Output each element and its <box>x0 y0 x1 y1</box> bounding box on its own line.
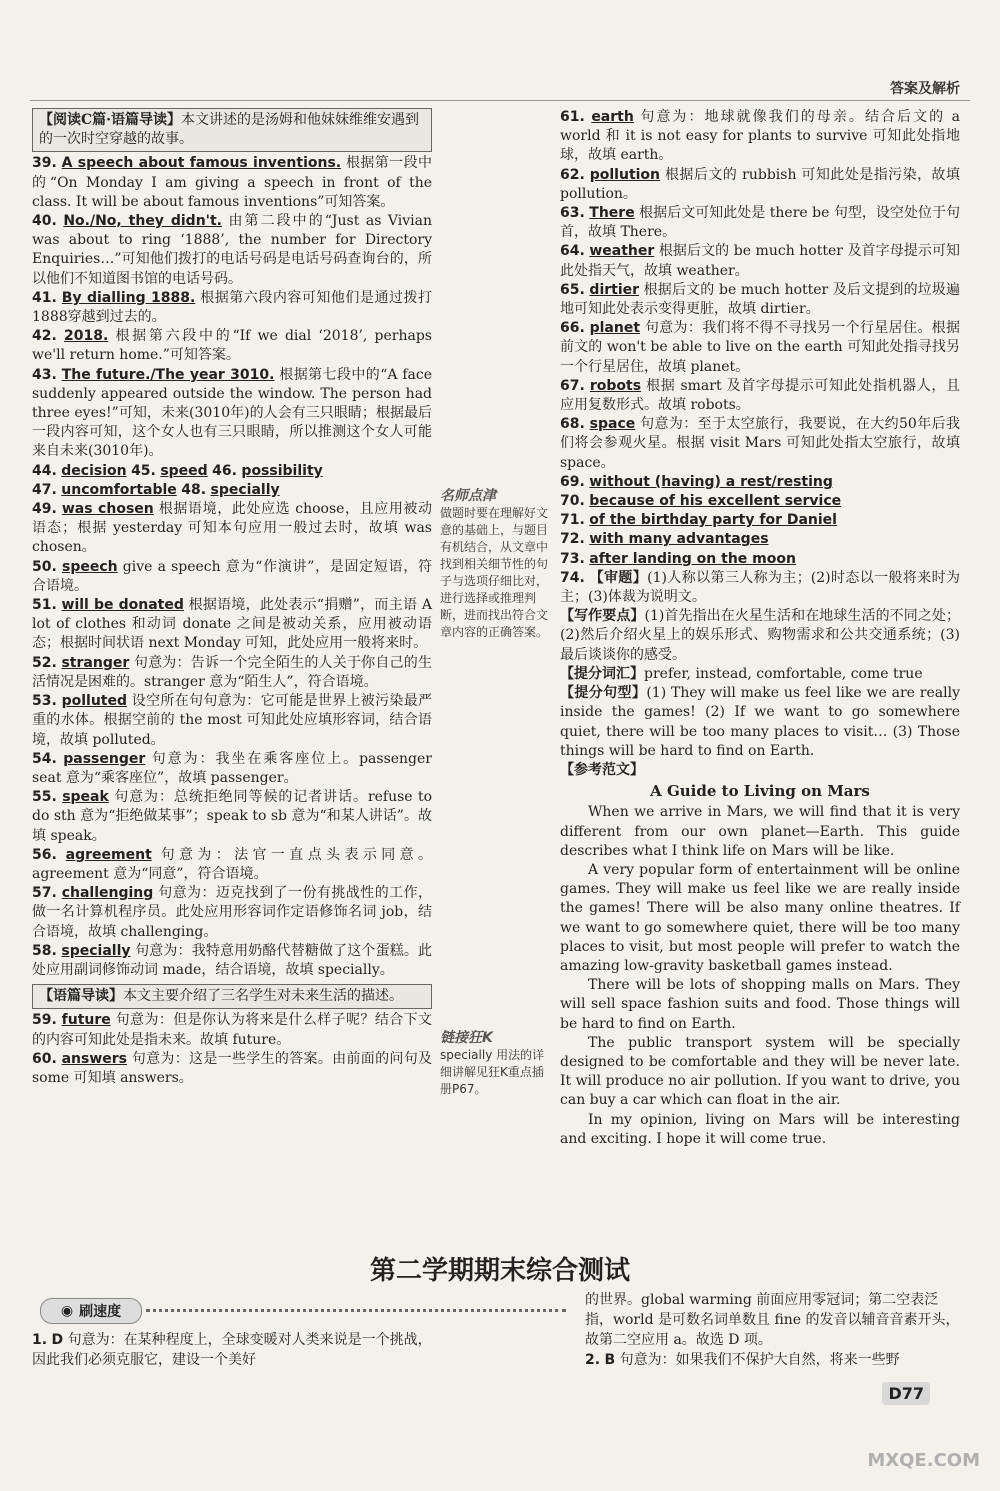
section-text: (1) They will make us feel like we are really inside the games! (2) If we want to go somewhere quiet, there will be too many places to visit… (3) Those things will be hard to find on Earth. <box>560 685 960 759</box>
item-answer: planet <box>589 320 641 337</box>
item-answer: uncomfortable <box>61 481 177 498</box>
section-tag: 【审题】 <box>589 569 648 586</box>
item-number: 57. <box>32 885 57 902</box>
note-title: 链接狂K <box>440 1030 493 1046</box>
item-number: 54. <box>32 750 57 767</box>
item-text: 句意为：总统拒绝同等候的记者讲话。refuse to do sth 意为“拒绝做某事”；speak to sb 意为“和某人讲话”。故填 speak。 <box>32 789 433 844</box>
item-answer: By dialling 1888. <box>61 289 196 306</box>
item-text: 由第二段中的“Just as Vivian was about to ring ‘1888’, the number for Directory Enquiries…”可知他们拨打的电话号码是电话号码查询台的，所以他们不知道图书馆的电话号码。 <box>32 213 432 287</box>
answer-item <box>32 846 432 884</box>
answer-item <box>560 281 960 319</box>
item-answer: will be donated <box>61 597 184 614</box>
item-number: 64. <box>560 243 585 260</box>
item-answer: future <box>61 1012 111 1029</box>
header-label: 答案及解析 <box>890 81 960 97</box>
item-text: 根据后文的 rubbish 可知此处是指污染，故填 pollution。 <box>560 166 961 202</box>
answer-item <box>32 154 432 212</box>
answer-item <box>560 415 960 473</box>
item-answer: passenger <box>63 750 146 767</box>
answer-item <box>560 204 960 242</box>
item-answer: pollution <box>589 166 661 183</box>
item-answer: without (having) a rest/resting <box>589 473 833 490</box>
item-number: 49. <box>32 501 57 518</box>
speed-badge <box>40 1298 142 1324</box>
item-number: 71. <box>560 512 585 529</box>
item-number: 59. <box>32 1012 57 1029</box>
answer-item <box>560 492 960 511</box>
item-text: 句意为：告诉一个完全陌生的人关于你自己的生活情况是困难的。stranger 意为“陌生人”，符合语境。 <box>32 654 432 690</box>
item-answer: speed <box>160 462 208 479</box>
item-number: 73. <box>560 550 585 567</box>
q74-block <box>560 569 960 607</box>
section-text: prefer, instead, comfortable, come true <box>644 665 923 682</box>
answer-item <box>32 788 432 846</box>
item-text: 根据后文的 be much hotter 及后文提到的垃圾遍地可知此处表示变得更脏，故填 dirtier。 <box>560 281 961 318</box>
bottom-left-answers <box>32 1330 432 1370</box>
item-text: 句意为：我们将不得不寻找另一个行星居住。根据前文的 won't be able to live on the earth 可知此处指寻找另一个行星居住，故填 planet。 <box>560 320 961 375</box>
item-number: 58. <box>32 942 57 959</box>
item-text: 句意为：这是一些学生的答案。由前面的问句及 some 可知填 answers。 <box>32 1050 433 1086</box>
answer-item <box>560 166 960 204</box>
item-text: 句意为：我特意用奶酪代替糖做了这个蛋糕。此处应用副词修饰动词 made，结合语境，故填 specially。 <box>32 942 432 978</box>
answer-item <box>32 558 432 596</box>
item-number: 52. <box>32 654 57 671</box>
item-text: 句意为：我坐在乘客座位上。passenger seat 意为“乘客座位”，故填 passenger。 <box>32 750 432 786</box>
link-note <box>440 1030 548 1098</box>
answer-item <box>32 289 432 327</box>
item-text: 句意为：迈克找到了一份有挑战性的工作，做一名计算机程序员。此处应用形容词作定语修饰名词 job，结合语境，故填 challenging。 <box>32 885 433 940</box>
item-answer: There <box>589 205 635 222</box>
answer-item <box>560 319 960 377</box>
answer-item <box>32 596 432 654</box>
essay-paragraph: The public transport system will be specially designed to be comfortable and they will be never late. It will produce no air pollution. If you want to drive, you can buy a car which can float in the air. <box>560 1034 960 1109</box>
item-answer: No./No, they didn't. <box>63 213 222 230</box>
section-tag: 【提分句型】 <box>560 685 647 702</box>
item-text: 句意为：如果我们不保护大自然，将来一些野 <box>619 1352 900 1368</box>
item-answer: of the birthday party for Daniel <box>589 512 837 529</box>
section-title: 第二学期期末综合测试 <box>369 1256 630 1286</box>
q74-sentences <box>560 684 960 761</box>
item-text: 根据第六段内容可知他们是通过拨打1888穿越到过去的。 <box>32 289 432 326</box>
item-answer: possibility <box>241 462 323 479</box>
item-text: 句意为：法官一直点头表示同意。agreement 意为“同意”，符合语境。 <box>32 846 433 882</box>
item-text: 设空所在句句意为：它可能是世界上被污染最严重的水体。根据空前的 the most 可知此处应填形容词，结合语境，故填 polluted。 <box>32 693 433 748</box>
box-tag: 【语篇导读】 <box>39 988 123 1005</box>
item-number: 46. <box>212 462 237 479</box>
item-answer: after landing on the moon <box>589 550 796 567</box>
answer-item <box>32 327 432 365</box>
item-answer: was chosen <box>61 501 154 518</box>
header-divider <box>30 100 970 101</box>
item-text: 根据语境，此处应选 choose，且应用被动语态；根据 yesterday 可知本句应用一般过去时，故填 was chosen。 <box>32 501 433 556</box>
note-title: 名师点津 <box>440 488 496 504</box>
item-number: 62. <box>560 166 585 183</box>
box-text: 本文主要介绍了三名学生对未来生活的描述。 <box>123 988 403 1005</box>
item-text: 根据后文的 be much hotter 及首字母提示可知此处指天气，故填 weather。 <box>560 243 961 279</box>
note-text: 做题时要在理解好文意的基础上，与题目有机结合，从文章中找到相关细节性的句子与选项仔细比对，进行选择或推理判断，进而找出符合文章内容的正确答案。 <box>440 506 549 639</box>
section-text: (1)首先指出在火星生活和在地球生活的不同之处；(2)然后介绍火星上的娱乐形式、购物需求和公共交通系统；(3)最后谈谈你的感受。 <box>560 608 960 663</box>
q74-points <box>560 607 960 665</box>
sample-essay <box>560 782 960 1149</box>
answer-item <box>32 750 432 788</box>
item-number: 65. <box>560 281 585 298</box>
essay-paragraph: When we arrive in Mars, we will find that it is very different from our own planet—Earth. This guide describes what I think life on Mars will be like. <box>560 804 960 859</box>
answer-item <box>560 108 960 166</box>
teacher-tip-note <box>440 488 548 641</box>
item-number: 47. <box>32 481 57 498</box>
item-answer: with many advantages <box>589 531 769 548</box>
item-text: 句意为：但是你认为将来是什么样子呢？结合下文的内容可知此处是指未来。故填 future。 <box>32 1012 433 1048</box>
item-answer: decision <box>61 462 127 479</box>
answer-item <box>560 242 960 280</box>
answer-item <box>32 462 432 481</box>
item-answer: earth <box>591 109 634 125</box>
item-number: 1. <box>32 1332 48 1348</box>
item-text: 根据第七段中的“A face suddenly appeared outside the window. The person had three eyes!”可知，未来(3010年)的人会有三只眼睛；根据最后一段内容可知，这个女人也有三只眼睛，所以推测这个女人可能来自未来(3010年)。 <box>32 366 433 460</box>
item-answer: speech <box>61 558 118 575</box>
answer-list-left-2 <box>32 1011 432 1088</box>
section-text: (1)人称以第三人称为主；(2)时态以一般将来时为主；(3)体裁为说明文。 <box>560 569 960 606</box>
answer-item <box>32 481 432 500</box>
item-answer: weather <box>589 243 655 260</box>
item-text: give a speech 意为“作演讲”，是固定短语，符合语境。 <box>32 558 433 594</box>
item-text: 根据第六段中的“If we dial ‘2018’, perhaps we'll return home.”可知答案。 <box>32 328 432 364</box>
item-answer: D <box>51 1332 64 1348</box>
answer-list-right <box>560 108 960 569</box>
item-number: 42. <box>32 328 57 345</box>
essay-paragraph: A very popular form of entertainment will be online games. They will make us feel like we are really inside the games! There will be also many online theatres. If we want to go somewhere quiet, there will be too many places to visit, but most people will prefer to watch the amazing low-gravity basketball games instead. <box>560 861 960 974</box>
section-tag: 【提分词汇】 <box>560 665 644 682</box>
item-answer: challenging <box>61 885 154 902</box>
answer-item <box>32 1011 432 1049</box>
answer-item <box>32 654 432 692</box>
item-number: 2. <box>585 1352 601 1368</box>
item-answer: B <box>604 1352 616 1368</box>
page-number: D77 <box>882 1382 930 1405</box>
item-number: 66. <box>560 320 585 337</box>
answer-item <box>560 530 960 549</box>
answer-item <box>32 942 432 980</box>
right-column <box>560 108 960 1149</box>
answer-item <box>32 212 432 289</box>
item-answer: stranger <box>61 654 130 671</box>
answer-item <box>32 366 432 462</box>
answer-item <box>32 500 432 558</box>
item-answer: specially <box>61 942 131 959</box>
item-answer: agreement <box>65 846 152 863</box>
item-text: 根据 smart 及首字母提示可知此处指机器人，且应用复数形式。故填 robots。 <box>560 377 960 414</box>
item-number: 67. <box>560 377 585 394</box>
item-answer: space <box>589 416 636 433</box>
item-text: 根据语境，此处表示“捐赠”，而主语 A lot of clothes 和动词 donate 之间是被动关系，应用被动语态；根据时间状语 next Monday 可知，此处应用一般将来时。 <box>32 597 433 652</box>
answer-item <box>560 550 960 569</box>
item-answer: because of his excellent service <box>589 493 842 510</box>
item-number: 41. <box>32 289 57 306</box>
item-answer: specially <box>210 481 280 498</box>
essay-paragraph: In my opinion, living on Mars will be interesting and exciting. I hope it will come true. <box>560 1111 960 1147</box>
item-text: 句意为：地球就像我们的母亲。结合后文的 a world 和 it is not easy for plants to survive 可知此处指地球，故填 earth。 <box>560 109 961 164</box>
section-tag: 【参考范文】 <box>560 761 644 778</box>
item-number: 72. <box>560 531 585 548</box>
q74-vocab <box>560 665 960 684</box>
item-number: 61. <box>560 109 585 125</box>
continued-text: 的世界。global warming 前面应用零冠词；第二空表泛指，world 是可数名词单数且 fine 的发音以辅音音素开头，故第二空应用 a。故选 D 项。 <box>585 1292 960 1348</box>
badge-label: 刷速度 <box>79 1304 122 1320</box>
item-number: 51. <box>32 597 57 614</box>
item-number: 43. <box>32 366 57 383</box>
item-number: 50. <box>32 558 57 575</box>
section-tag: 【写作要点】 <box>560 608 645 625</box>
box-text: 本文讲述的是汤姆和他妹妹维维安遇到的一次时空穿越的故事。 <box>39 112 420 148</box>
item-answer: polluted <box>61 693 127 710</box>
q74-sample <box>560 761 960 780</box>
item-number: 55. <box>32 789 57 806</box>
reading-c-guide-box <box>32 108 432 152</box>
item-number: 56. <box>32 846 57 863</box>
item-text: 句意为：至于太空旅行，我要说，在大约50年后我们将会参观火星。根据 visit Mars 可知此处指太空旅行，故填 space。 <box>560 416 960 471</box>
item-answer: A speech about famous inventions. <box>61 155 342 172</box>
item-number: 74. <box>560 569 585 586</box>
answer-item <box>32 692 432 750</box>
answer-list-left <box>32 154 432 980</box>
item-answer: answers <box>61 1050 127 1067</box>
speed-icon: ◉ <box>60 1303 74 1319</box>
passage-guide-box <box>32 984 432 1009</box>
answer-item <box>560 377 960 415</box>
box-tag: 【阅读C篇·语篇导读】 <box>39 112 182 128</box>
watermark: MXQE.COM <box>867 1450 980 1471</box>
item-number: 39. <box>32 155 57 172</box>
left-column <box>32 108 432 1088</box>
item-number: 70. <box>560 493 585 510</box>
item-text: 根据后文可知此处是 there be 句型，设空处位于句首，故填 There。 <box>560 205 960 241</box>
item-answer: dirtier <box>589 281 640 298</box>
item-answer: speak <box>62 789 109 806</box>
item-number: 53. <box>32 693 57 710</box>
item-number: 45. <box>131 462 156 479</box>
item-number: 63. <box>560 205 585 222</box>
item-number: 69. <box>560 473 585 490</box>
bottom-right-answers <box>585 1290 965 1370</box>
item-answer: 2018. <box>63 328 109 345</box>
essay-paragraph: There will be lots of shopping malls on Mars. They will sell space fashion suits and food. Those things will be hard to find on Earth. <box>560 977 960 1032</box>
item-number: 48. <box>181 481 207 498</box>
answer-item <box>560 473 960 492</box>
item-number: 44. <box>32 462 57 479</box>
item-text: 句意为：在某种程度上，全球变暖对人类来说是一个挑战，因此我们必须克服它，建设一个美好 <box>32 1332 432 1368</box>
essay-title: A Guide to Living on Mars <box>650 782 870 801</box>
dotted-divider <box>146 1309 566 1312</box>
item-answer: The future./The year 3010. <box>61 366 275 383</box>
item-answer: robots <box>589 377 642 394</box>
answer-item <box>32 1050 432 1088</box>
item-text: 根据第一段中的“On Monday I am giving a speech in front of the class. It will be about famous inventions”可知答案。 <box>32 155 432 210</box>
item-number: 60. <box>32 1050 57 1067</box>
answer-item <box>32 884 432 942</box>
item-number: 40. <box>32 213 57 230</box>
item-number: 68. <box>560 416 585 433</box>
note-text: specially 用法的详细讲解见狂K重点插册P67。 <box>440 1048 545 1096</box>
answer-item <box>560 511 960 530</box>
